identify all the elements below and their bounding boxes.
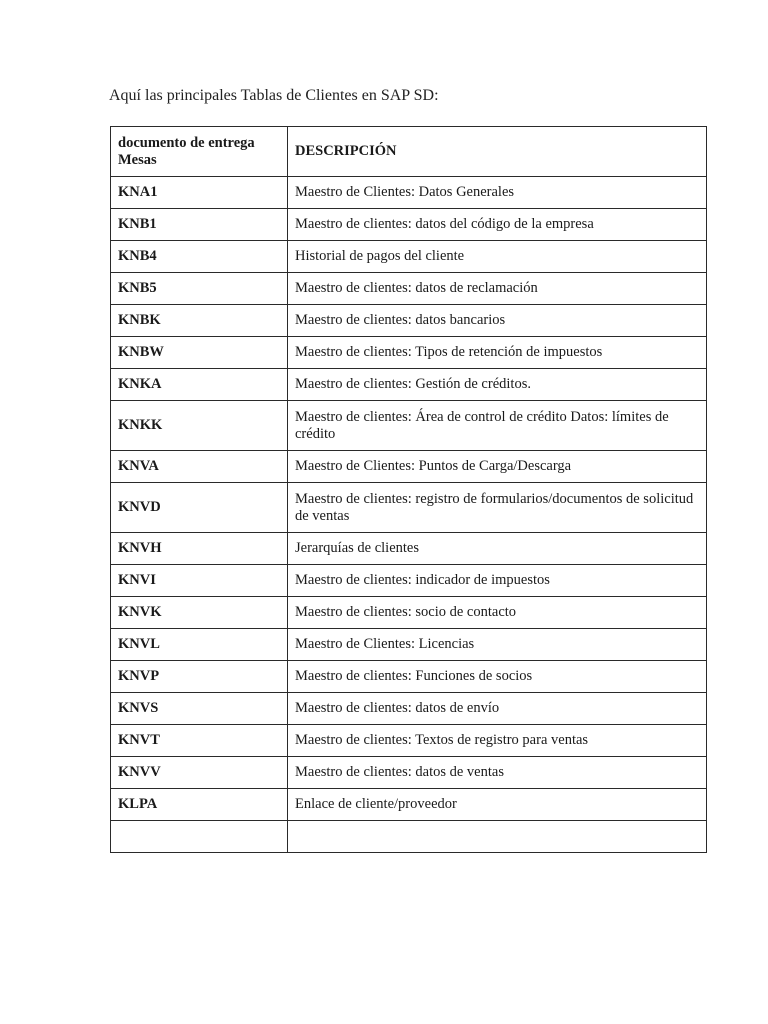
table-description-cell: Maestro de clientes: Tipos de retención de impuestos [288, 337, 707, 369]
table-row [111, 565, 707, 597]
table-description-cell: Maestro de clientes: Textos de registro para ventas [288, 725, 707, 757]
customer-tables-table [110, 126, 707, 853]
table-code-cell: KNVK [111, 597, 288, 629]
table-row [111, 337, 707, 369]
table-description-cell: Jerarquías de clientes [288, 533, 707, 565]
table-description-cell: Maestro de clientes: Funciones de socios [288, 661, 707, 693]
table-code-cell: KNBW [111, 337, 288, 369]
table-description-cell: Maestro de clientes: datos de ventas [288, 757, 707, 789]
table-description-cell: Historial de pagos del cliente [288, 241, 707, 273]
table-row [111, 629, 707, 661]
table-description-cell: Maestro de Clientes: Datos Generales [288, 177, 707, 209]
table-code-cell: KNVH [111, 533, 288, 565]
table-description-cell: Maestro de clientes: socio de contacto [288, 597, 707, 629]
table-description-cell: Maestro de clientes: registro de formularios/documentos de solicitud de ventas [288, 483, 707, 533]
table-code-cell: KNB5 [111, 273, 288, 305]
table-row [111, 483, 707, 533]
table-code-cell: KNVA [111, 451, 288, 483]
table-description-cell: Maestro de clientes: indicador de impuestos [288, 565, 707, 597]
table-code-cell: KNB1 [111, 209, 288, 241]
table-description-cell: Maestro de clientes: datos de reclamación [288, 273, 707, 305]
table-code-cell: KNA1 [111, 177, 288, 209]
table-row [111, 305, 707, 337]
table-description-cell: Maestro de clientes: Área de control de crédito Datos: límites de crédito [288, 401, 707, 451]
table-description-cell: Maestro de clientes: Gestión de créditos. [288, 369, 707, 401]
table-row [111, 725, 707, 757]
table-code-cell: KNVV [111, 757, 288, 789]
table-row [111, 757, 707, 789]
table-row [111, 177, 707, 209]
table-description-cell: Enlace de cliente/proveedor [288, 789, 707, 821]
table-code-cell [111, 821, 288, 853]
table-code-cell: KNVI [111, 565, 288, 597]
table-description-cell: Maestro de clientes: datos de envío [288, 693, 707, 725]
column-header-description: DESCRIPCIÓN [288, 127, 707, 177]
table-code-cell: KNVS [111, 693, 288, 725]
table-code-cell: KNVT [111, 725, 288, 757]
table-code-cell: KNVP [111, 661, 288, 693]
table-row [111, 401, 707, 451]
table-code-cell: KNVL [111, 629, 288, 661]
table-row [111, 369, 707, 401]
table-code-cell: KNKK [111, 401, 288, 451]
table-row [111, 451, 707, 483]
table-row [111, 273, 707, 305]
table-row [111, 241, 707, 273]
table-code-cell: KNVD [111, 483, 288, 533]
table-row [111, 789, 707, 821]
intro-text: Aquí las principales Tablas de Clientes en SAP SD: [109, 87, 439, 104]
table-code-cell: KLPA [111, 789, 288, 821]
table-row [111, 693, 707, 725]
table-row [111, 661, 707, 693]
table-row [111, 533, 707, 565]
table-description-cell [288, 821, 707, 853]
table-row-empty [111, 821, 707, 853]
table-description-cell: Maestro de clientes: datos bancarios [288, 305, 707, 337]
table-code-cell: KNBK [111, 305, 288, 337]
table-code-cell: KNKA [111, 369, 288, 401]
table-row [111, 209, 707, 241]
table-description-cell: Maestro de Clientes: Licencias [288, 629, 707, 661]
column-header-code: documento de entrega Mesas [111, 127, 288, 177]
table-header-row [111, 127, 707, 177]
table-row [111, 597, 707, 629]
table-description-cell: Maestro de clientes: datos del código de la empresa [288, 209, 707, 241]
table-description-cell: Maestro de Clientes: Puntos de Carga/Descarga [288, 451, 707, 483]
table-code-cell: KNB4 [111, 241, 288, 273]
